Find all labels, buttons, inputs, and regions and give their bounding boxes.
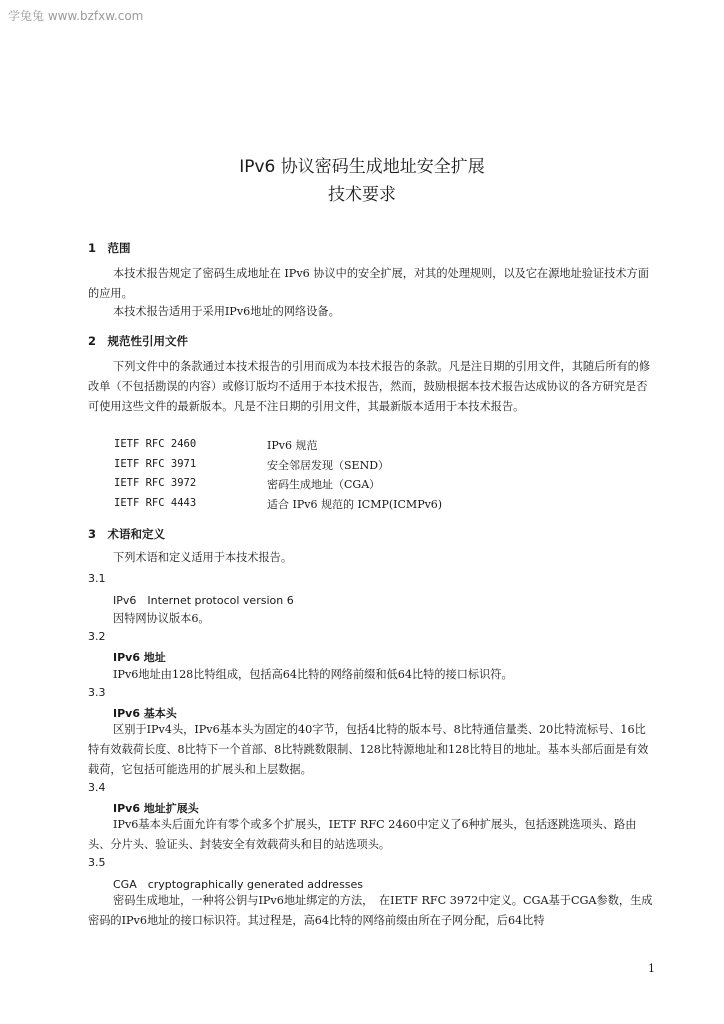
term-title: IPv6 地址扩展头 [113,802,199,815]
section-heading-scope: 1 范围 [88,241,131,255]
document-subtitle: 技术要求 [328,185,396,205]
term-number: 3.3 [88,686,106,699]
term-title: IPv6 Internet protocol version 6 [113,594,294,607]
term-title: IPv6 基本头 [113,707,177,720]
term-definition: 密码生成地址，一种将公钥与IPv6地址绑定的方法， 在IETF RFC 3972中定义。CGA基于CGA参数，生成密码的IPv6地址的接口标识符。其过程是，高64比特的网络前缀由所在子网分配，后64比特 [88,894,653,927]
section-heading-terms: 3 术语和定义 [88,527,166,541]
document-title: IPv6 协议密码生成地址安全扩展 [239,157,485,177]
page-number: 1 [648,962,655,975]
term-title: IPv6 地址 [113,651,166,664]
scope-paragraph-2: 本技术报告适用于采用IPv6地址的网络设备。 [113,305,340,318]
term-number: 3.2 [88,630,106,643]
section-heading-normative-references: 2 规范性引用文件 [88,334,189,348]
references-paragraph: 下列文件中的条款通过本技术报告的引用而成为本技术报告的条款。凡是注日期的引用文件，其随后所有的修改单（不包括勘误的内容）或修订版均不适用于本技术报告，然而，鼓励根据本技术报告达成协议的各方研究是否可使用这些文件的最新版本。凡是不注日期的引用文件，其最新版本适用于本技术报告。 [88,360,651,413]
term-definition: 因特网协议版本6。 [113,612,210,625]
term-number: 3.1 [88,572,106,585]
ref-code-4: IETF RFC 4443 [114,497,197,509]
term-definition: 区别于IPv4头，IPv6基本头为固定的40字节，包括4比特的版本号、8比特通信量类、20比特流标号、16比特有效载荷长度、8比特下一个首部、8比特跳数限制、128比特源地址和128比特目的地址。基本头部后面是有效载荷，它包括可能选用的扩展头和上层数据。 [88,723,649,776]
term-number: 3.5 [88,856,106,869]
term-title: CGA cryptographically generated addresses [113,878,364,891]
terms-intro: 下列术语和定义适用于本技术报告。 [113,551,293,564]
scope-paragraph-1: 本技术报告规定了密码生成地址在 IPv6 协议中的安全扩展，对其的处理规则，以及它在源地址验证技术方面的应用。 [88,267,649,300]
term-definition: IPv6地址由128比特组成，包括高64比特的网络前缀和低64比特的接口标识符。 [113,668,513,681]
term-definition: IPv6基本头后面允许有零个或多个扩展头，IETF RFC 2460中定义了6种扩展头，包括逐跳选项头、路由头、分片头、验证头、封装安全有效载荷头和目的站选项头。 [88,818,637,851]
ref-name-3: 密码生成地址（CGA） [267,478,381,491]
ref-name-1: IPv6 规范 [267,439,318,452]
ref-code-3: IETF RFC 3972 [114,477,197,489]
ref-code-2: IETF RFC 3971 [114,458,197,470]
ref-code-1: IETF RFC 2460 [114,438,197,450]
ref-name-4: 适合 IPv6 规范的 ICMP(ICMPv6) [267,498,443,511]
ref-name-2: 安全邻居发现（SEND） [267,459,390,472]
watermark: 学兔兔 www.bzfxw.com [8,9,144,23]
term-number: 3.4 [88,781,106,794]
